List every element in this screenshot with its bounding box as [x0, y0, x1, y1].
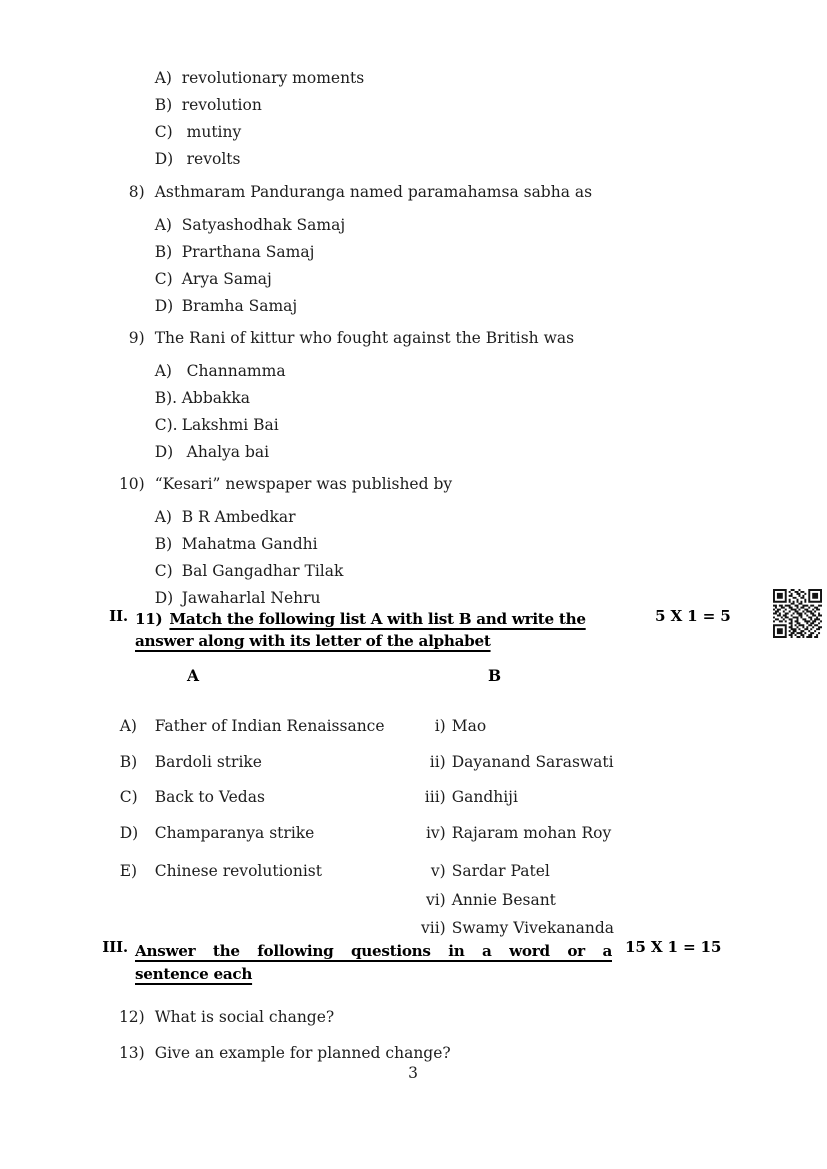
option-text: revolution [181, 95, 262, 114]
option-letter: A) [154, 361, 172, 380]
option-letter: B). [154, 388, 178, 407]
match-letter: C) [119, 787, 138, 806]
marks-badge: 5 X 1 = 5 [655, 607, 731, 625]
question-line [90, 1030, 451, 1077]
match-text: Bardoli strike [154, 752, 262, 771]
question-text: Asthmaram Panduranga named paramahamsa sabha as [154, 182, 593, 201]
question-number: 9) [128, 328, 145, 347]
option-text: Bal Gangadhar Tilak [181, 561, 344, 580]
option-letter: D) [154, 442, 174, 461]
option-text: Channamma [181, 361, 286, 380]
option-letter: B) [154, 95, 173, 114]
option-text: B R Ambedkar [181, 507, 296, 526]
option-letter: D) [154, 588, 174, 607]
section-heading [135, 940, 625, 985]
option-text: revolts [181, 149, 241, 168]
section-numeral: III. [102, 938, 128, 956]
question-text: What is social change? [154, 1007, 335, 1026]
match-text: Gandhiji [451, 787, 518, 806]
match-numeral: iii) [424, 787, 446, 806]
match-column-a-header: A [187, 666, 200, 685]
option-letter: B) [154, 242, 173, 261]
section-heading [135, 609, 625, 652]
question-number: 10) [118, 474, 145, 493]
heading-line-1: Match the following list A with list B and write the [169, 610, 586, 628]
match-column-b-header: B [488, 666, 502, 685]
option-letter: A) [154, 68, 172, 87]
option-text: Abbakka [181, 388, 251, 407]
match-numeral: v) [430, 861, 446, 880]
question-number: 13) [118, 1043, 145, 1062]
question-text: Give an example for planned change? [154, 1043, 451, 1062]
option-letter: C) [154, 561, 173, 580]
match-letter: B) [119, 752, 138, 771]
heading-line-1: Answer the following questions in a word or a [135, 942, 612, 960]
match-text: Rajaram mohan Roy [451, 823, 612, 842]
question-text: The Rani of kittur who fought against the British was [154, 328, 575, 347]
option-text: Satyashodhak Samaj [181, 215, 346, 234]
match-numeral: vi) [425, 890, 446, 909]
match-numeral: iv) [425, 823, 446, 842]
match-text: Chinese revolutionist [154, 861, 322, 880]
section-numeral: II. [109, 607, 128, 625]
option-letter: D) [154, 149, 174, 168]
option-text: Ahalya bai [181, 442, 270, 461]
marks-badge: 15 X 1 = 15 [625, 938, 722, 956]
option-letter: A) [154, 215, 172, 234]
option-text: revolutionary moments [181, 68, 365, 87]
option-letter: D) [154, 296, 174, 315]
option-letter: B) [154, 534, 173, 553]
match-letter: A) [119, 716, 137, 735]
match-text: Back to Vedas [154, 787, 265, 806]
option-letter: C) [154, 122, 173, 141]
option-text: Lakshmi Bai [181, 415, 279, 434]
match-letter: D) [119, 823, 139, 842]
heading-line-2: answer along with its letter of the alphabet [135, 631, 491, 650]
question-number: 12) [118, 1007, 145, 1026]
match-numeral: i) [434, 716, 446, 735]
option-letter: C) [154, 269, 173, 288]
match-text: Champaranya strike [154, 823, 315, 842]
match-text: Mao [451, 716, 487, 735]
match-list-a-item [100, 848, 322, 895]
option-text: Arya Samaj [181, 269, 272, 288]
match-numeral: ii) [429, 752, 446, 771]
qr-code [773, 558, 822, 607]
question-number: 8) [128, 182, 145, 201]
match-text: Annie Besant [451, 890, 556, 909]
match-numeral: vii) [421, 918, 446, 937]
match-text: Dayanand Saraswati [451, 752, 614, 771]
match-text: Father of Indian Renaissance [154, 716, 385, 735]
page-number: 3 [408, 1064, 418, 1082]
qr-code-graphic [773, 589, 822, 638]
option-letter: A) [154, 507, 172, 526]
match-letter: E) [119, 861, 138, 880]
match-text: Swamy Vivekananda [451, 918, 615, 937]
option-text: Prarthana Samaj [181, 242, 315, 261]
question-text: “Kesari” newspaper was published by [154, 474, 453, 493]
match-text: Sardar Patel [451, 861, 550, 880]
option-letter: C). [154, 415, 178, 434]
heading-line-2: sentence each [135, 964, 253, 983]
option-text: mutiny [181, 122, 242, 141]
option-text: Jawaharlal Nehru [181, 588, 321, 607]
question-number: 11) [135, 610, 163, 628]
option-text: Bramha Samaj [181, 296, 298, 315]
option-text: Mahatma Gandhi [181, 534, 318, 553]
